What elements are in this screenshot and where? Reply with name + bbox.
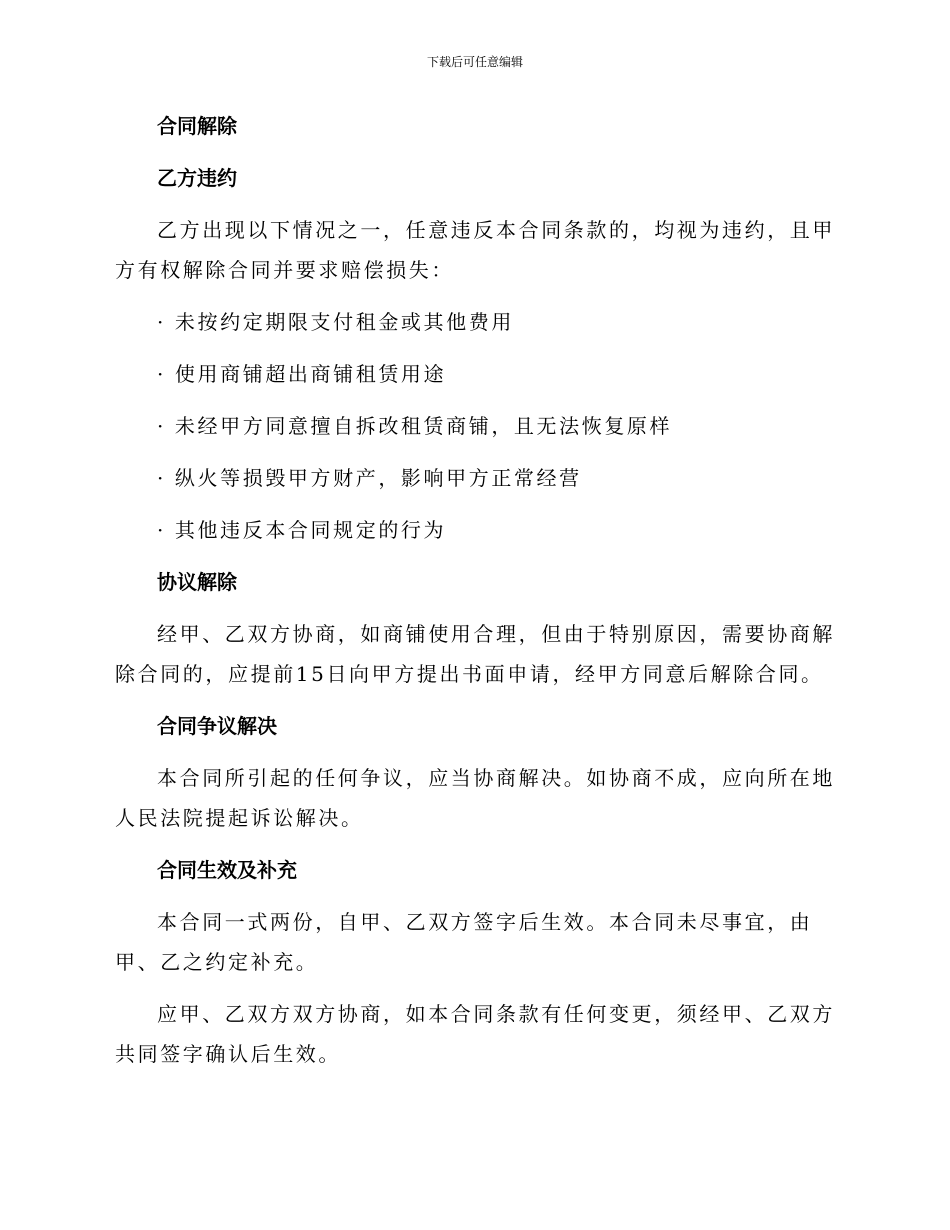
document-body: [115, 106, 835, 1086]
page-header: 下载后可任意编辑: [426, 55, 523, 69]
paragraph-mutual-termination: 经甲、乙双方协商，如商铺使用合理，但由于特别原因，需要协商解除合同的，应提前15日向甲方提出书面申请，经甲方同意后解除合同。: [115, 622, 835, 686]
section-heading-effectiveness: 合同生效及补充: [157, 858, 297, 882]
bullet-item-rent-payment: · 未按约定期限支付租金或其他费用: [157, 310, 514, 334]
bullet-item-use-beyond-purpose: · 使用商铺超出商铺租赁用途: [157, 362, 447, 386]
subheading-party-b-breach: 乙方违约: [157, 166, 237, 190]
subheading-mutual-termination: 协议解除: [157, 570, 237, 594]
bullet-item-other-violations: · 其他违反本合同规定的行为: [157, 518, 447, 542]
section-heading-contract-termination: 合同解除: [157, 114, 237, 138]
paragraph-dispute-resolution: 本合同所引起的任何争议，应当协商解决。如协商不成，应向所在地人民法院提起诉讼解决。: [115, 766, 835, 830]
paragraph-effectiveness: 本合同一式两份，自甲、乙双方签字后生效。本合同未尽事宜，由甲、乙之约定补充。: [115, 910, 813, 974]
bullet-item-unauthorized-alteration: · 未经甲方同意擅自拆改租赁商铺，且无法恢复原样: [157, 414, 673, 438]
section-heading-dispute-resolution: 合同争议解决: [157, 714, 277, 738]
paragraph-amendments: 应甲、乙双方双方协商，如本合同条款有任何变更，须经甲、乙双方共同签字确认后生效。: [115, 1002, 835, 1066]
paragraph-breach-intro: 乙方出现以下情况之一，任意违反本合同条款的，均视为违约，且甲方有权解除合同并要求赔偿损失：: [115, 218, 835, 282]
bullet-item-property-damage: · 纵火等损毁甲方财产，影响甲方正常经营: [157, 466, 582, 490]
